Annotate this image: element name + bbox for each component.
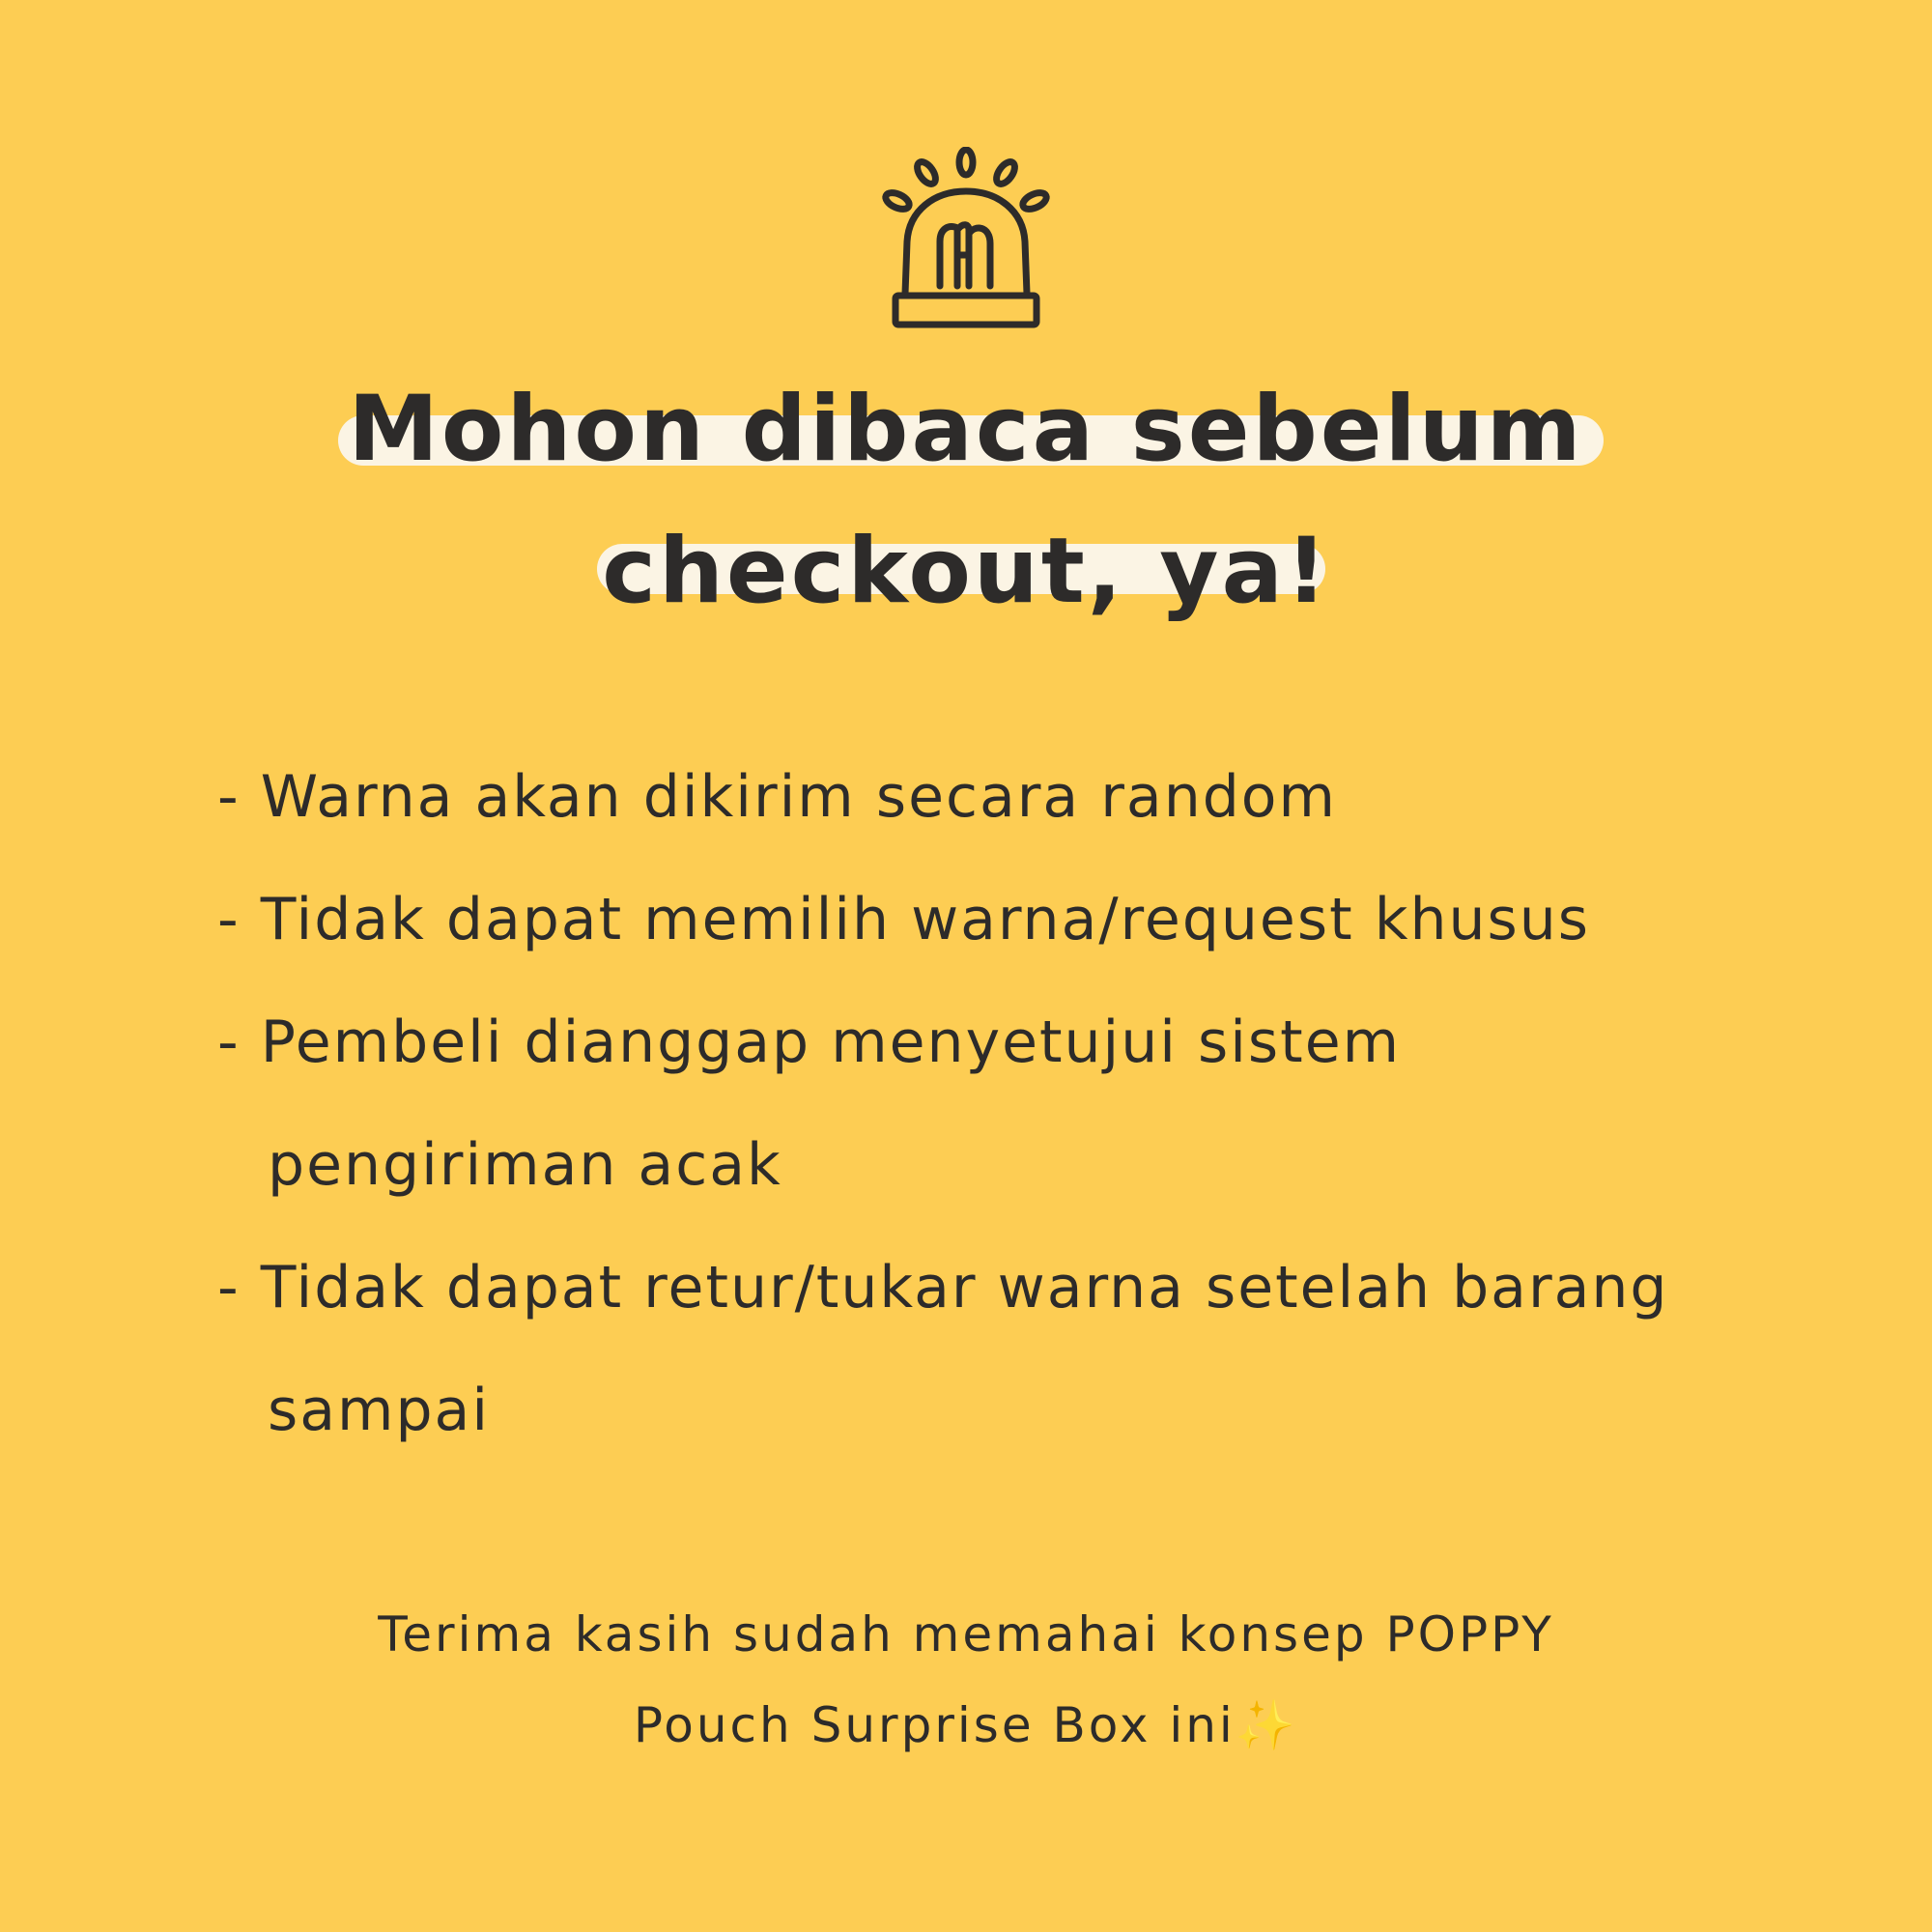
siren-alarm-icon xyxy=(876,147,1056,336)
thank-you-note xyxy=(0,1589,1932,1771)
list-item: - Tidak dapat memilih warna/request khusus xyxy=(217,886,1591,953)
sparkle-icon: ✨ xyxy=(1235,1697,1299,1753)
title-text-1: Mohon dibaca sebelum xyxy=(348,377,1584,482)
title-text-2: checkout, ya! xyxy=(602,519,1330,624)
list-item: - Tidak dapat retur/tukar warna setelah barang sampai xyxy=(217,1254,1669,1444)
footer-line-2 xyxy=(0,1680,1932,1771)
page-title-line-2 xyxy=(0,519,1932,624)
list-item: - Pembeli dianggap menyetujui sistem pengiriman acak xyxy=(217,1009,1402,1199)
rules-list xyxy=(217,736,1763,1472)
page-title-line-1 xyxy=(0,377,1932,482)
footer-line-2-text: Pouch Surprise Box ini xyxy=(633,1697,1236,1753)
list-item: - Warna akan dikirim secara random xyxy=(217,763,1337,831)
footer-line-1: Terima kasih sudah memahai konsep POPPY xyxy=(378,1606,1554,1662)
